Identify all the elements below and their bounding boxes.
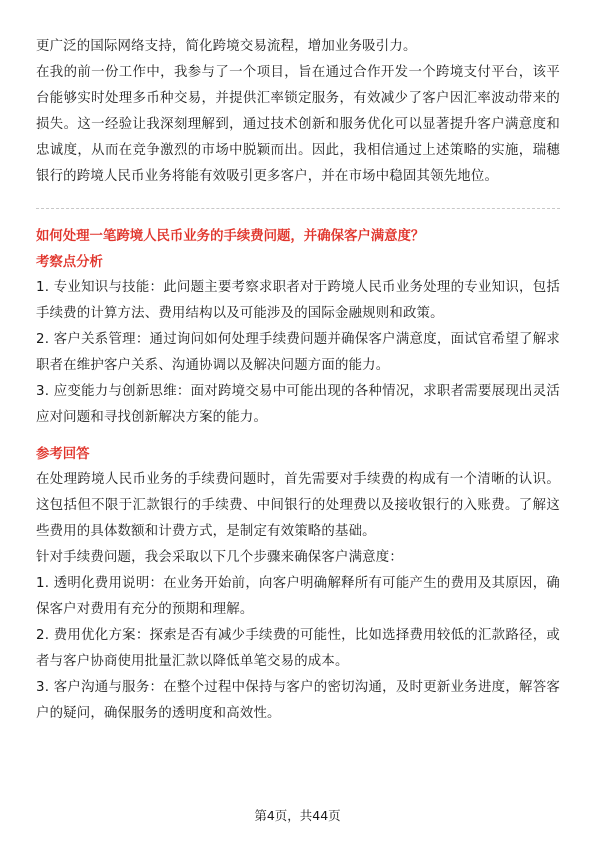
section-divider: [36, 208, 560, 209]
answer-paragraph-1: 在处理跨境人民币业务的手续费问题时，首先需要对手续费的构成有一个清晰的认识。这包括但不限于汇款银行的手续费、中间银行的处理费以及接收银行的入账费。了解这些费用的具体数额和计费方式，是制定有效策略的基础。: [36, 472, 560, 539]
analysis-item-3: 3. 应变能力与创新思维：面对跨境交易中可能出现的各种情况，求职者需要展现出灵活应对问题和寻找创新解决方案的能力。: [36, 384, 560, 425]
analysis-title: 考察点分析: [36, 255, 103, 270]
page-number: 第4页，共44页: [254, 808, 341, 823]
page-content: [36, 34, 560, 727]
intro-paragraph-1: 更广泛的国际网络支持，简化跨境交易流程，增加业务吸引力。: [36, 39, 417, 54]
answer-paragraph-2: 针对手续费问题，我会采取以下几个步骤来确保客户满意度：: [36, 550, 403, 565]
question-heading: 如何处理一笔跨境人民币业务的手续费问题，并确保客户满意度？: [36, 229, 425, 244]
answer-title: 参考回答: [36, 447, 90, 462]
answer-item-2: 2. 费用优化方案：探索是否有减少手续费的可能性，比如选择费用较低的汇款路径，或者与客户协商使用批量汇款以降低单笔交易的成本。: [36, 628, 560, 669]
answer-item-3: 3. 客户沟通与服务：在整个过程中保持与客户的密切沟通，及时更新业务进度，解答客户的疑问，确保服务的透明度和高效性。: [36, 680, 560, 721]
intro-paragraph-2: 在我的前一份工作中，我参与了一个项目，旨在通过合作开发一个跨境支付平台，该平台能够实时处理多币种交易，并提供汇率锁定服务，有效减少了客户因汇率波动带来的损失。这一经验让我深刻理解到，通过技术创新和服务优化可以显著提升客户满意度和忠诚度，从而在竞争激烈的市场中脱颖而出。因此，我相信通过上述策略的实施，瑞穗银行的跨境人民币业务将能有效吸引更多客户，并在市场中稳固其领先地位。: [36, 65, 560, 184]
answer-item-1: 1. 透明化费用说明：在业务开始前，向客户明确解释所有可能产生的费用及其原因，确保客户对费用有充分的预期和理解。: [36, 576, 560, 617]
analysis-item-2: 2. 客户关系管理：通过询问如何处理手续费问题并确保客户满意度，面试官希望了解求职者在维护客户关系、沟通协调以及解决问题方面的能力。: [36, 332, 560, 373]
analysis-item-1: 1. 专业知识与技能：此问题主要考察求职者对于跨境人民币业务处理的专业知识，包括手续费的计算方法、费用结构以及可能涉及的国际金融规则和政策。: [36, 280, 560, 321]
